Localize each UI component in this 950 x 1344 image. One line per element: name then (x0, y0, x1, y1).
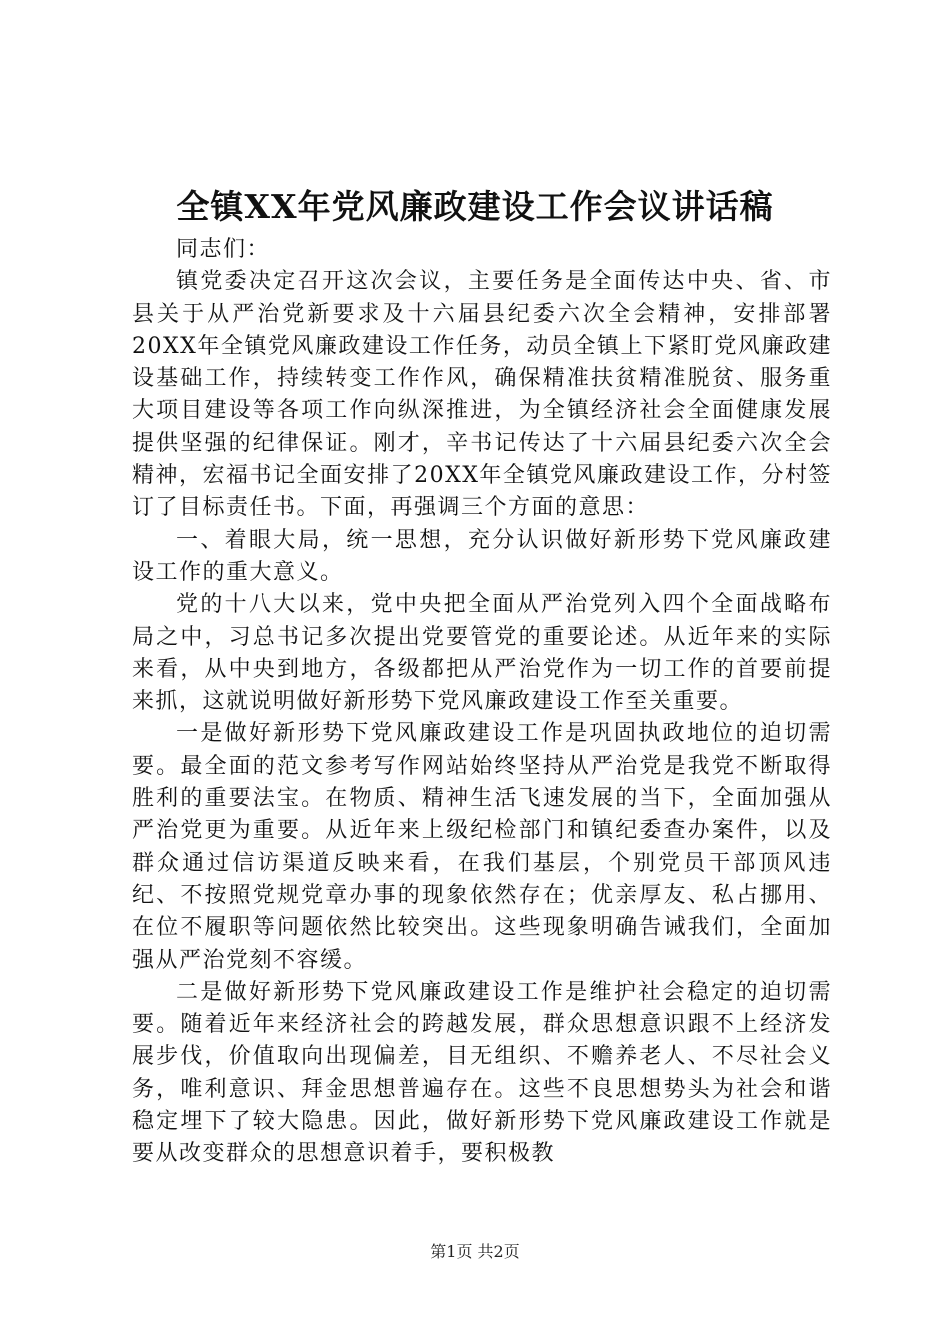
document-body (132, 234, 832, 1171)
section-heading: 一、着眼大局，统一思想，充分认识做好新形势下党风廉政建设工作的重大意义。 (132, 527, 832, 585)
document-title: 全镇XX年党风廉政建设工作会议讲话稿 (176, 187, 774, 226)
body-paragraph: 二是做好新形势下党风廉政建设工作是维护社会稳定的迫切需要。随着近年来经济社会的跨越发展，群众思想意识跟不上经济发展步伐，价值取向出现偏差，目无组织、不赡养老人、不尽社会义务，唯利意识、拜金思想普遍存在。这些不良思想势头为社会和谐稳定埋下了较大隐患。因此，做好新形势下党风廉政建设工作就是要从改变群众的思想意识着手，要积极教 (132, 979, 832, 1167)
page-number-footer: 第1页 共2页 (430, 1242, 520, 1261)
body-paragraph: 党的十八大以来，党中央把全面从严治党列入四个全面战略布局之中，习总书记多次提出党要管党的重要论述。从近年来的实际来看，从中央到地方，各级都把从严治党作为一切工作的首要前提来抓，这就说明做好新形势下党风廉政建设工作至关重要。 (132, 592, 832, 715)
salutation-paragraph: 同志们： (176, 237, 271, 262)
body-paragraph: 一是做好新形势下党风廉政建设工作是巩固执政地位的迫切需要。最全面的范文参考写作网站始终坚持从严治党是我党不断取得胜利的重要法宝。在物质、精神生活飞速发展的当下，全面加强从严治党更为重要。从近年来上级纪检部门和镇纪委查办案件，以及群众通过信访渠道反映来看，在我们基层，个别党员干部顶风违纪、不按照党规党章办事的现象依然存在；优亲厚友、私占挪用、在位不履职等问题依然比较突出。这些现象明确告诫我们，全面加强从严治党刻不容缓。 (132, 721, 832, 973)
body-paragraph: 镇党委决定召开这次会议，主要任务是全面传达中央、省、市县关于从严治党新要求及十六届县纪委六次全会精神，安排部署20XX年全镇党风廉政建设工作任务，动员全镇上下紧盯党风廉政建设基础工作，持续转变工作作风，确保精准扶贫精准脱贫、服务重大项目建设等各项工作向纵深推进，为全镇经济社会全面健康发展提供坚强的纪律保证。刚才，辛书记传达了十六届县纪委六次全会精神，宏福书记全面安排了20XX年全镇党风廉政建设工作，分村签订了目标责任书。下面，再强调三个方面的意思： (132, 269, 832, 521)
